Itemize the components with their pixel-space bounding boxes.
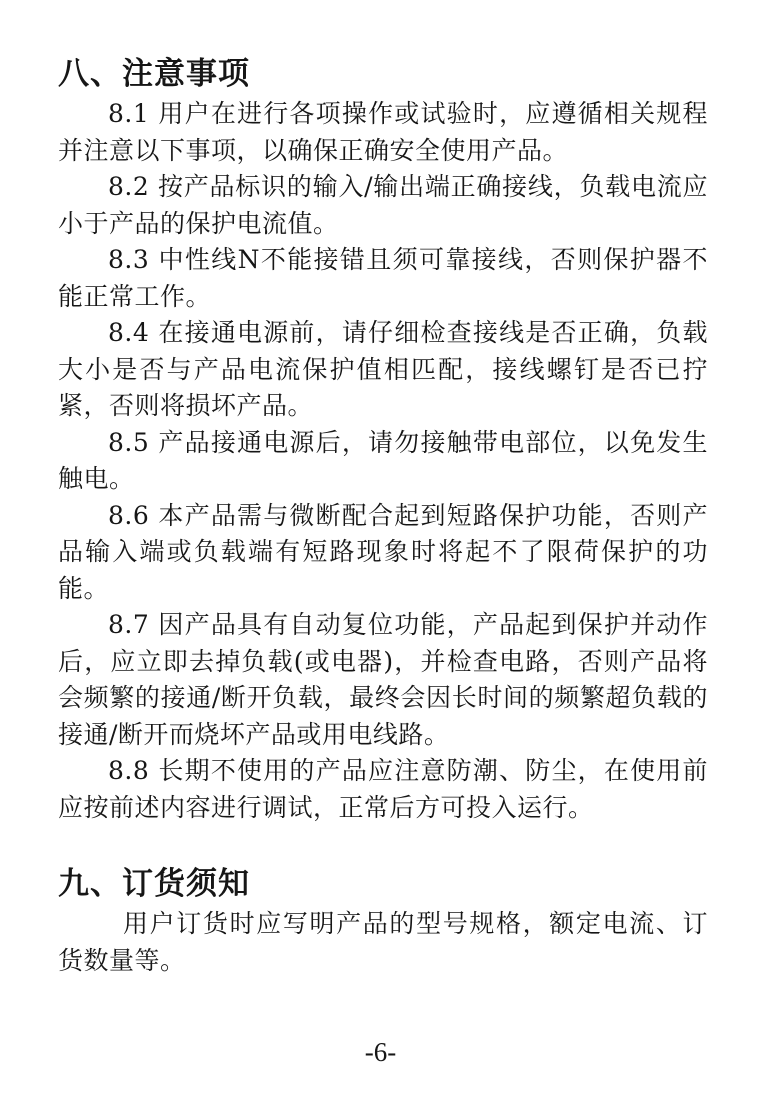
ordering-info-paragraph: 用户订货时应写明产品的型号规格，额定电流、订货数量等。 xyxy=(58,909,708,975)
item-text: 产品接通电源后，请勿接触带电部位，以免发生触电。 xyxy=(58,427,708,493)
section-9-title: 九、订货须知 xyxy=(58,866,250,902)
item-number: 8.6 xyxy=(108,500,150,530)
item-number: 8.7 xyxy=(108,610,150,639)
page-content xyxy=(58,52,708,979)
item-number: 8.2 xyxy=(108,172,150,201)
item-number: 8.4 xyxy=(108,318,150,347)
item-8-2 xyxy=(58,169,708,242)
item-number: 8.1 xyxy=(108,99,150,128)
item-number: 8.8 xyxy=(108,756,150,785)
item-text: 用户在进行各项操作或试验时，应遵循相关规程并注意以下事项，以确保正确安全使用产品。 xyxy=(58,99,708,165)
item-text: 长期不使用的产品应注意防潮、防尘，在使用前应按前述内容进行调试，正常后方可投入运行。 xyxy=(58,756,708,822)
item-text: 本产品需与微断配合起到短路保护功能，否则产品输入端或负载端有短路现象时将起不了限荷保护的功能。 xyxy=(58,500,708,603)
item-8-3 xyxy=(58,242,708,315)
item-8-5 xyxy=(58,425,708,498)
section-8-title: 八、注意事项 xyxy=(58,56,250,92)
item-number: 8.3 xyxy=(108,245,150,274)
item-number: 8.5 xyxy=(108,427,150,457)
item-text: 因产品具有自动复位功能，产品起到保护并动作后，应立即去掉负载(或电器)，并检查电路，否则产品将会频繁的接通/断开负载，最终会因长时间的频繁超负载的接通/断开而烧坏产品或用电线路。 xyxy=(58,610,708,749)
page-number: -6- xyxy=(364,1037,397,1067)
item-8-7 xyxy=(58,607,708,753)
item-8-6 xyxy=(58,498,708,608)
item-text: 在接通电源前，请仔细检查接线是否正确，负载大小是否与产品电流保护值相匹配，接线螺钉是否已拧紧，否则将损坏产品。 xyxy=(58,318,708,420)
item-8-4 xyxy=(58,315,708,425)
item-8-1 xyxy=(58,96,708,169)
item-8-8 xyxy=(58,753,708,826)
item-text: 按产品标识的输入/输出端正确接线，负载电流应小于产品的保护电流值。 xyxy=(58,172,708,238)
item-text: 中性线N不能接错且须可靠接线，否则保护器不能正常工作。 xyxy=(58,245,708,311)
